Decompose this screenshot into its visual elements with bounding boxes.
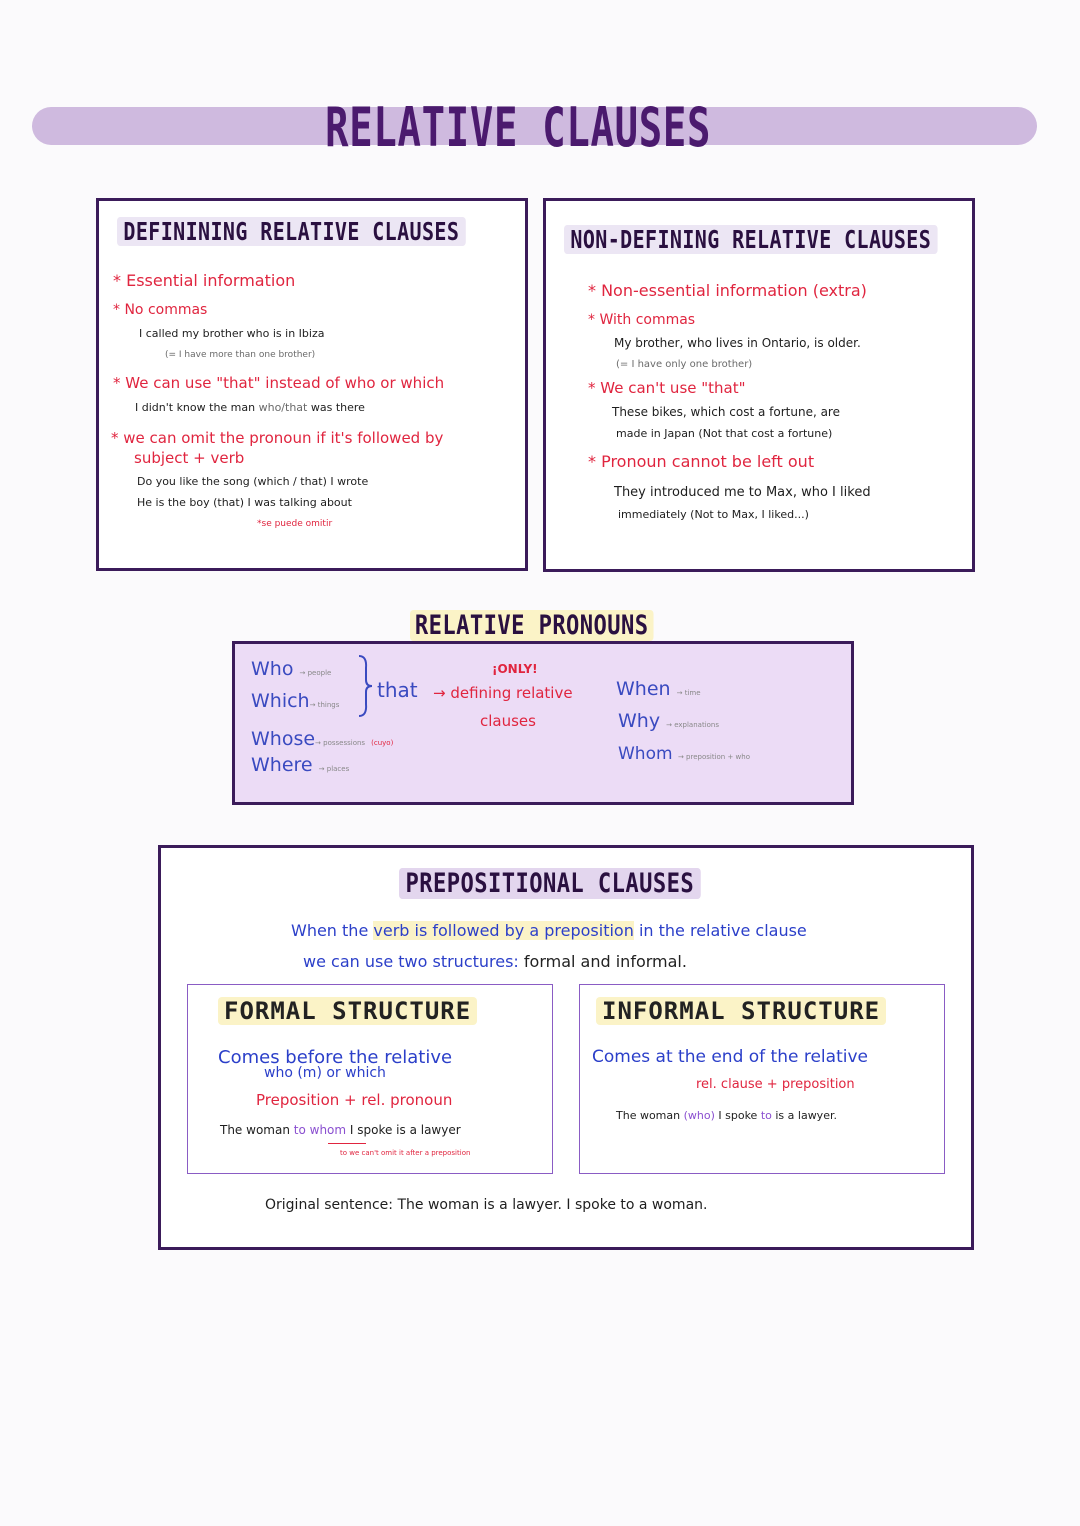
nondefining-example-1-note: (= I have only one brother) [616,359,753,370]
formal-line-2: who (m) or which [264,1065,386,1081]
pronoun-where-note: → places [318,765,350,773]
pronoun-which-note: → things [309,701,340,709]
original-sentence-label: Original sentence: [265,1197,394,1213]
defining-example-4: He is the boy (that) I was talking about [137,496,352,509]
defining-bullet-that: * We can use "that" instead of who or which [113,374,445,392]
defining-example-3: Do you like the song (which / that) I wrote [137,475,369,488]
defining-example-2 [135,401,365,414]
defining-bullet-omit: * we can omit the pronoun if it's followed by [111,429,444,447]
defining-example-1-note: (= I have more than one brother) [165,350,316,360]
defining-bullet-essential: * Essential information [113,271,296,290]
page-title: RELATIVE CLAUSES [325,96,712,159]
pronoun-who-note: → people [299,669,332,677]
informal-heading: INFORMAL STRUCTURE [596,997,886,1025]
original-sentence [265,1197,707,1213]
nondefining-box [543,198,975,572]
informal-example: The woman (who) I spoke to is a lawyer. [616,1109,837,1122]
nondefining-heading: NON-DEFINING RELATIVE CLAUSES [564,225,1031,254]
pronoun-only-label: ¡ONLY! [492,662,538,676]
pronoun-which: Which→ things [251,690,340,712]
pronoun-whose-note: → possessions [315,739,366,747]
informal-line-2: rel. clause + preposition [696,1077,855,1092]
pronoun-when: When → time [616,678,701,700]
pronoun-defining-b: clauses [480,712,536,730]
pronoun-whose-note-2: (cuyo) [371,739,394,747]
pronouns-heading: RELATIVE PRONOUNS [410,610,707,641]
pronoun-who: Who → people [251,658,332,680]
pronoun-whom: Whom → preposition + who [618,744,751,764]
informal-structure-box [579,984,945,1174]
nondefining-bullet-pronoun: * Pronoun cannot be left out [588,452,815,471]
pronoun-why-note: → explanations [666,721,720,729]
pronoun-when-note: → time [676,689,701,697]
defining-example-2-c: was there [307,401,365,414]
informal-line-1: Comes at the end of the relative [592,1047,868,1067]
nondefining-bullet-that: * We can't use "that" [588,379,746,397]
pronoun-whose: Whose→ possessions (cuyo) [251,728,394,750]
nondefining-example-3a: They introduced me to Max, who I liked [614,485,871,500]
formal-example-underline [328,1143,366,1144]
pronouns-box [232,641,854,805]
pronoun-that: that [377,678,418,702]
original-sentence-text: The woman is a lawyer. I spoke to a woman. [397,1197,708,1213]
defining-omit-note: *se puede omitir [257,519,333,529]
defining-bullet-omit-2: subject + verb [134,449,245,467]
prepositional-intro-line-1: When the verb is followed by a preposition in the relative clause [291,921,807,940]
prepositional-intro-line-2: we can use two structures: formal and informal. [303,952,687,971]
prepositional-box [158,845,974,1250]
pronoun-whom-note: → preposition + who [677,753,751,761]
pronoun-defining-a: → defining relative [433,684,573,702]
formal-example-note: to we can't omit it after a preposition [340,1149,471,1157]
brace-icon [355,654,375,718]
nondefining-example-1: My brother, who lives in Ontario, is older. [614,336,861,350]
nondefining-example-2a: These bikes, which cost a fortune, are [612,405,840,419]
formal-line-3: Preposition + rel. pronoun [256,1091,453,1109]
formal-structure-box [187,984,553,1174]
nondefining-example-2b: made in Japan (Not that cost a fortune) [616,427,833,440]
defining-bullet-no-commas: * No commas [113,302,208,318]
pronoun-why: Why → explanations [618,710,720,732]
nondefining-bullet-commas: * With commas [588,312,696,328]
formal-example: The woman to whom I spoke is a lawyer [220,1123,461,1137]
nondefining-bullet-nonessential: * Non-essential information (extra) [588,281,867,300]
defining-box [96,198,528,571]
nondefining-example-3b: immediately (Not to Max, I liked...) [618,508,809,521]
formal-heading: FORMAL STRUCTURE [218,997,477,1025]
defining-example-1: I called my brother who is in Ibiza [139,327,325,340]
prepositional-heading: PREPOSITIONAL CLAUSES [399,868,767,899]
defining-example-2-b: who/that [258,401,308,414]
defining-heading: DEFININING RELATIVE CLAUSES [117,217,553,246]
formal-line-1: Comes before the relative [218,1047,453,1068]
pronoun-where: Where → places [251,754,350,776]
defining-example-2-a: I didn't know the man [135,401,259,414]
